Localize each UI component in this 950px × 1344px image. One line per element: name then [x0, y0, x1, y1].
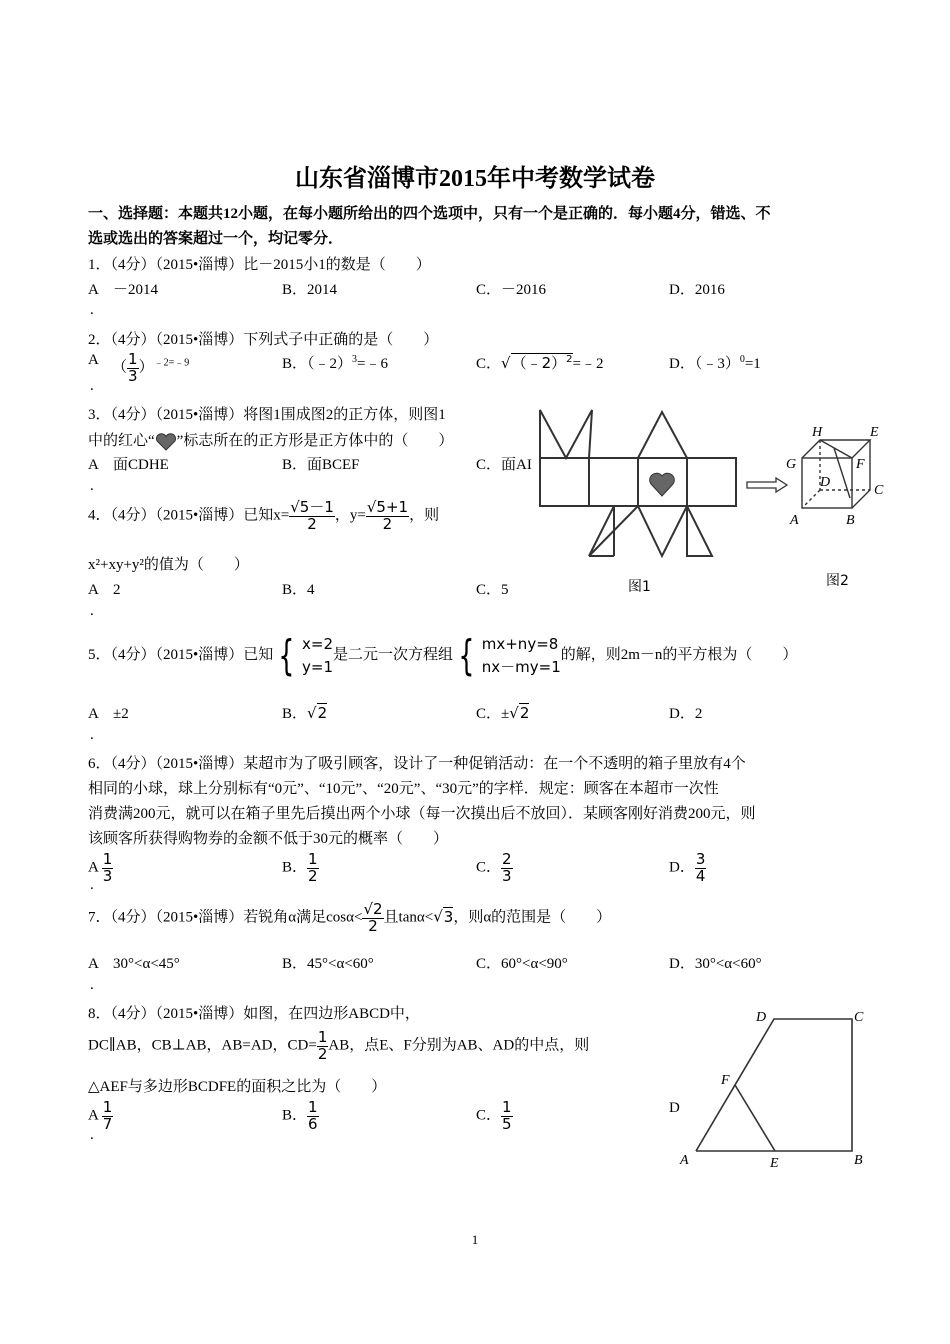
q6-option-b: B． $\frac{1}{2}$ [282, 850, 318, 885]
q2-option-d: D．（﹣3）$^0$=1 [669, 354, 761, 372]
fig-label-f: F [721, 1073, 730, 1088]
fraction-numerator: 1 [128, 350, 138, 368]
cube-label-e: E [870, 425, 879, 440]
q8-option-a: A $\frac{1}{7}$ [88, 1098, 113, 1133]
q3-option-c: C．面AI [476, 457, 532, 473]
q2-option-c: C．√（﹣2）$^2$=﹣2 [476, 354, 604, 372]
q6-option-c: C． $\frac{2}{3}$ [476, 850, 512, 885]
q3-option-a: A 面CDHE [88, 457, 169, 473]
q2-option-a: （ $\frac{1}{3}$ ）$^{﹣2=﹣9}$ [112, 350, 190, 385]
fig-label-d: D [756, 1010, 767, 1025]
heart-icon [155, 433, 177, 451]
section-heading-line2: 选或选出的答案超过一个，均记零分． [88, 231, 344, 247]
heart-icon [650, 473, 675, 496]
q4-option-c: C．5 [476, 582, 509, 598]
q4-dot: . [90, 603, 94, 619]
q2-option-a-label: A [88, 352, 99, 368]
cube-label-a: A [790, 513, 799, 528]
q4-stem-line1: 4．（4分）（2015•淄博）已知x= $\frac{√5-1}{2}$ ，y= $\frac{√5+1}{2}$ ，则 [88, 498, 440, 533]
q7-option-b: B．45°<α<60° [282, 956, 374, 972]
q1-option-d: D．2016 [669, 282, 725, 298]
q6-line1: 6．（4分）（2015•淄博）某超市为了吸引顾客，设计了一种促销活动：在一个不透明的箱子里放有4个 [88, 756, 746, 772]
q8-stem-line3: △AEF与多边形BCDFE的面积之比为（ ） [88, 1079, 387, 1095]
page-number: 1 [471, 1232, 479, 1247]
q8-option-b: B． $\frac{1}{6}$ [282, 1098, 318, 1133]
q1-option-b: B．2014 [282, 282, 338, 298]
q8-dot: . [90, 1127, 94, 1143]
q3-stem-line1: 3．（4分）（2015•淄博）将图1围成图2的正方体，则图1 [88, 407, 446, 423]
q6-option-d: D． $\frac{3}{4}$ [669, 850, 706, 885]
figure-1-caption: 图1 [628, 579, 651, 595]
q2-stem: 2．（4分）（2015•淄博）下列式子中正确的是（ ） [88, 332, 439, 348]
q1-dot: . [90, 302, 94, 318]
q6-line2: 相同的小球，球上分别标有“0元”、“10元”、“20元”、“30元”的字样．规定：顾客在本超市一次性 [88, 781, 719, 797]
q1-option-a: A －2014 [88, 282, 159, 298]
q5-stem: 5．（4分）（2015•淄博）已知 { x=2 y=1 是二元一次方程组 { mx+ny=8 nx－my=1 的解，则2m－n的平方根为（ ） [88, 630, 798, 680]
q4-option-a: A 2 [88, 582, 121, 598]
cube-label-g: G [786, 457, 797, 472]
q7-option-d: D．30°<α<60° [669, 956, 762, 972]
cube-label-h: H [812, 425, 823, 440]
cube-label-f: F [856, 457, 865, 472]
q7-dot: . [90, 977, 94, 993]
q8-stem-line2: DC∥AB，CB⊥AB，AB=AD，CD= $\frac{1}{2}$ AB，点E、F分别为AB、AD的中点，则 [88, 1028, 590, 1063]
q5-dot: . [90, 727, 94, 743]
q6-line3: 消费满200元，就可以在箱子里先后摸出两个小球（每一次摸出后不放回）．某顾客刚好消费200元，则 [88, 806, 756, 822]
figure-2-caption: 图2 [826, 573, 849, 589]
q8-option-d: D [669, 1100, 680, 1116]
q3-dot: . [90, 478, 94, 494]
fig-label-a: A [680, 1153, 689, 1168]
q7-stem: 7．（4分）（2015•淄博）若锐角α满足cosα< $\frac{√2}{2}$ 且tanα<√3，则α的范围是（ ） [88, 900, 612, 935]
cube-label-c: C [874, 483, 884, 498]
q5-option-b: B．√2 [282, 704, 328, 722]
q6-line4: 该顾客所获得购物券的金额不低于30元的概率（ ） [88, 831, 449, 847]
cube-label-d: D [820, 475, 831, 490]
q2-option-b: B．（﹣2）$^3$=﹣6 [282, 354, 388, 372]
fraction-denominator: 3 [128, 366, 138, 385]
q3-stem-line2: 中的红心“ ”标志所在的正方形是正方体中的（ ） [88, 433, 454, 449]
q7-option-c: C．60°<α<90° [476, 956, 568, 972]
q2-a-rest: ﹣2=﹣9 [153, 357, 190, 369]
q1-stem: 1．（4分）（2015•淄博）比－2015小1的数是（ ） [88, 257, 431, 273]
figure-2-cube [784, 420, 894, 532]
figure-quadrilateral-abcd [676, 1004, 876, 1174]
q8-option-c: C． $\frac{1}{5}$ [476, 1098, 512, 1133]
fig-label-b: B [854, 1153, 863, 1168]
q6-dot: . [90, 877, 94, 893]
cube-label-b: B [846, 513, 855, 528]
figure-1-cube-net [536, 404, 742, 560]
q1-option-c: C．－2016 [476, 282, 547, 298]
q4-stem-line2: x²+xy+y²的值为（ ） [88, 557, 249, 573]
q8-stem-line1: 8．（4分）（2015•淄博）如图，在四边形ABCD中， [88, 1006, 420, 1022]
q5-option-d: D．2 [669, 706, 703, 722]
q2-dot: . [90, 378, 94, 394]
section-heading-line1: 一、选择题：本题共12小题，在每小题所给出的四个选项中，只有一个是正确的．每小题4分，错选、不 [88, 206, 771, 222]
q3-option-b: B．面BCEF [282, 457, 360, 473]
page-title: 山东省淄博市2015年中考数学试卷 [295, 166, 655, 192]
q7-option-a: A 30°<α<45° [88, 956, 180, 972]
arrow-right-icon [746, 477, 788, 493]
q5-option-a: A ±2 [88, 706, 129, 722]
q6-option-a: A $\frac{1}{3}$ [88, 850, 113, 885]
fig-label-e: E [770, 1156, 779, 1171]
fig-label-c: C [854, 1010, 864, 1025]
q5-option-c: C．±√2 [476, 704, 530, 722]
q4-option-b: B．4 [282, 582, 315, 598]
